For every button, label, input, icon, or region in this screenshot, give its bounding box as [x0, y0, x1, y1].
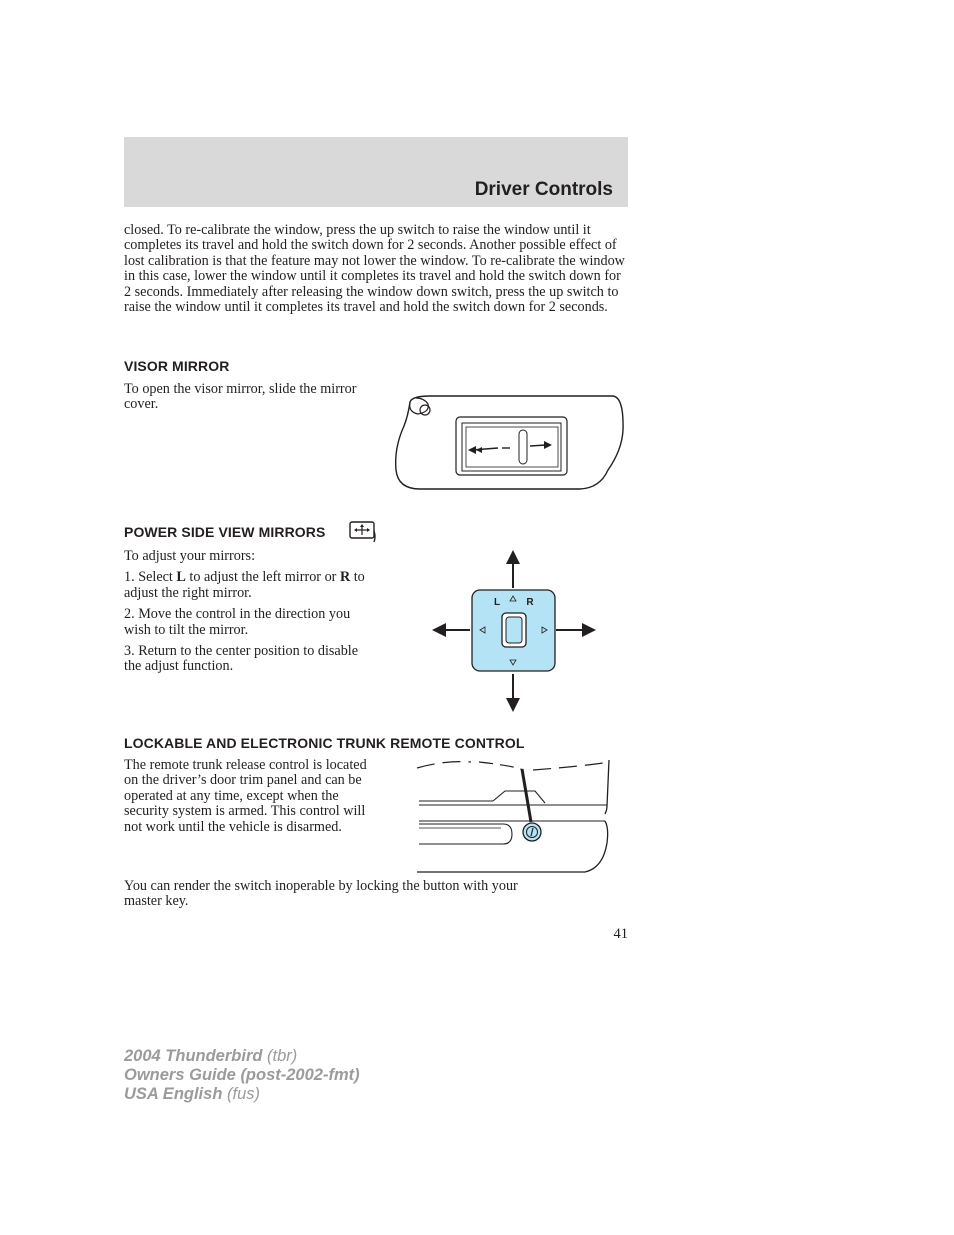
intro-paragraph: closed. To re-calibrate the window, press the up switch to raise the window until it completes its travel and hold the switch down for 2 seconds. Another possible effect of lost calibration is that the feature may not lower the window. To re-calibrate the window in this case, lower the window until it completes its travel and hold the switch down for 2 seconds. Immediately after releasing the window down switch, press the up switch to raise the window until it completes its travel and hold the switch down for 2 seconds. — [124, 222, 625, 316]
footer-line-1: 2004 Thunderbird (tbr) — [124, 1047, 298, 1065]
visor-mirror-illustration — [390, 390, 630, 495]
control-right-label: R — [526, 597, 534, 608]
visor-mirror-text: To open the visor mirror, slide the mirror cover. — [124, 381, 357, 413]
document-footer — [124, 1047, 360, 1104]
visor-mirror-heading: VISOR MIRROR — [124, 358, 230, 374]
power-mirrors-intro: To adjust your mirrors: — [124, 548, 256, 564]
power-mirrors-instructions — [124, 549, 372, 681]
page-number: 41 — [613, 926, 628, 942]
trunk-control-text-2: You can render the switch inoperable by locking the button with your master key. — [124, 878, 518, 910]
page-section-title: Driver Controls — [474, 179, 613, 200]
mirror-control-illustration — [430, 548, 600, 713]
power-mirrors-heading-text: POWER SIDE VIEW MIRRORS — [124, 524, 326, 540]
trunk-control-text-1: The remote trunk release control is located on the driver’s door trim panel and can be operated at any time, except when the security system is armed. This control will not work until the vehicle is disarmed. — [124, 757, 367, 835]
trunk-control-heading: LOCKABLE AND ELECTRONIC TRUNK REMOTE CONTROL — [124, 735, 525, 751]
power-mirrors-heading — [124, 524, 325, 540]
control-left-label: L — [493, 597, 501, 608]
mirror-adjust-icon — [349, 521, 377, 543]
power-mirrors-step-1: 1. Select L to adjust the left mirror or R to adjust the right mirror. — [124, 569, 365, 601]
power-mirrors-step-3: 3. Return to the center position to disable the adjust function. — [124, 643, 359, 675]
footer-line-2: Owners Guide (post-2002-fmt) — [124, 1066, 360, 1084]
trunk-release-illustration — [415, 758, 613, 878]
power-mirrors-step-2: 2. Move the control in the direction you wish to tilt the mirror. — [124, 606, 351, 638]
footer-line-3: USA English (fus) — [124, 1085, 260, 1103]
header-band — [124, 137, 628, 207]
